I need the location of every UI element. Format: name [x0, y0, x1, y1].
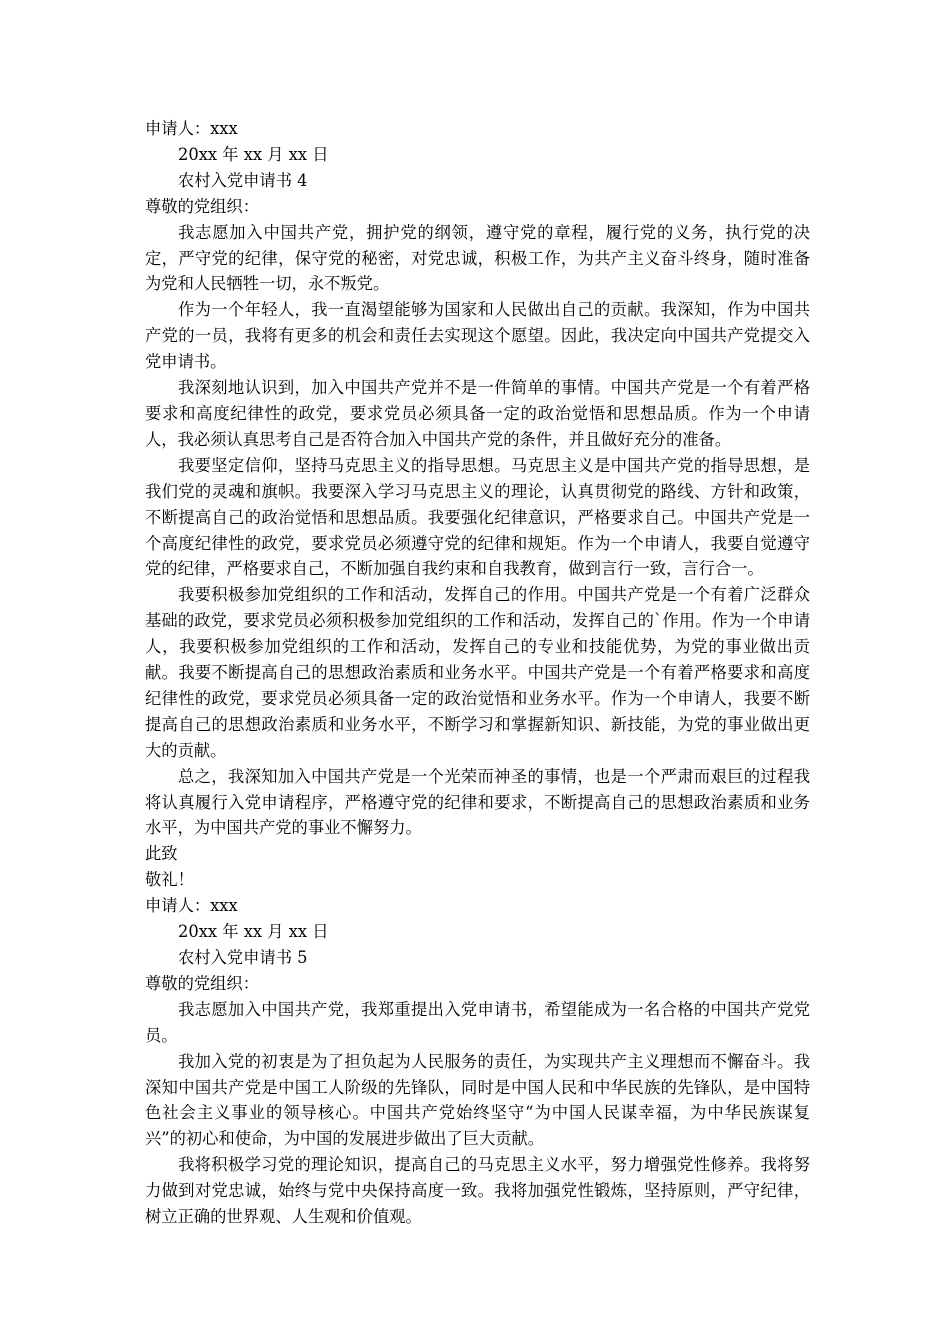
letter4-closing-2: 敬礼！: [145, 870, 194, 890]
letter4-signature: 申请人：xxx: [145, 896, 238, 916]
previous-signature: 申请人：xxx: [145, 119, 238, 138]
letter4-paragraph-6: 总之，我深知加入中国共产党是一个光荣而神圣的事情，也是一个严肃而艰巨的过程我将认真履行入党申请程序，严格遵守党的纪律和要求，不断提高自己的思想政治素质和业务水平，为中国共产党的事业不懈努力。: [145, 766, 810, 838]
letter4-paragraph-2: 作为一个年轻人，我一直渴望能够为国家和人民做出自己的贡献。我深知，作为中国共产党的一员，我将有更多的机会和责任去实现这个愿望。因此，我决定向中国共产党提交入党申请书。: [145, 300, 810, 372]
letter5-paragraph-3: 我将积极学习党的理论知识，提高自己的马克思主义水平，努力增强党性修养。我将努力做到对党忠诚，始终与党中央保持高度一致。我将加强党性锻炼，坚持原则，严守纪律，树立正确的世界观、人生观和价值观。: [145, 1155, 810, 1227]
letter5-title: 农村入党申请书 5: [178, 948, 308, 967]
letter4-paragraph-5: 我要积极参加党组织的工作和活动，发挥自己的作用。中国共产党是一个有着广泛群众基础的政党，要求党员必须积极参加党组织的工作和活动，发挥自己的`作用。作为一个申请人，我要积极参加党组织的工作和活动，发挥自己的专业和技能优势，为党的事业做出贡献。我要不断提高自己的思想政治素质和业务水平。中国共产党是一个有着严格要求和高度纪律性的政党，要求党员必须具备一定的政治觉悟和业务水平。作为一个申请人，我要不断提高自己的思想政治素质和业务水平，不断学习和掌握新知识、新技能，为党的事业做出更大的贡献。: [145, 585, 810, 760]
letter4-paragraph-1: 我志愿加入中国共产党，拥护党的纲领，遵守党的章程，履行党的义务，执行党的决定，严守党的纪律，保守党的秘密，对党忠诚，积极工作，为共产主义奋斗终身，随时准备为党和人民牺牲一切，永不叛党。: [145, 222, 810, 294]
letter4-salutation: 尊敬的党组织：: [145, 196, 259, 216]
letter4-paragraph-4: 我要坚定信仰，坚持马克思主义的指导思想。马克思主义是中国共产党的指导思想，是我们党的灵魂和旗帜。我要深入学习马克思主义的理论，认真贯彻党的路线、方针和政策，不断提高自己的政治觉悟和思想品质。我要强化纪律意识，严格要求自己。中国共产党是一个高度纪律性的政党，要求党员必须遵守党的纪律和规矩。作为一个申请人，我要自觉遵守党的纪律，严格要求自己，不断加强自我约束和自我教育，做到言行一致，言行合一。: [145, 455, 810, 579]
letter4-title: 农村入党申请书 4: [178, 170, 308, 190]
letter5-salutation: 尊敬的党组织：: [145, 973, 259, 993]
letter4-closing-1: 此致: [145, 844, 178, 864]
document-body: [145, 116, 810, 1230]
letter4-date: 20xx 年 xx 月 xx 日: [178, 922, 329, 942]
letter4-paragraph-3: 我深刻地认识到，加入中国共产党并不是一件简单的事情。中国共产党是一个有着严格要求和高度纪律性的政党，要求党员必须具备一定的政治觉悟和思想品质。作为一个申请人，我必须认真思考自己是否符合加入中国共产党的条件，并且做好充分的准备。: [145, 378, 810, 449]
letter5-paragraph-1: 我志愿加入中国共产党，我郑重提出入党申请书，希望能成为一名合格的中国共产党党员。: [145, 999, 810, 1045]
previous-date: 20xx 年 xx 月 xx 日: [178, 144, 329, 164]
letter5-paragraph-2: 我加入党的初衷是为了担负起为人民服务的责任，为实现共产主义理想而不懈奋斗。我深知中国共产党是中国工人阶级的先锋队，同时是中国人民和中华民族的先锋队，是中国特色社会主义事业的领导核心。中国共产党始终坚守“为中国人民谋幸福，为中华民族谋复兴”的初心和使命，为中国的发展进步做出了巨大贡献。: [145, 1051, 810, 1149]
